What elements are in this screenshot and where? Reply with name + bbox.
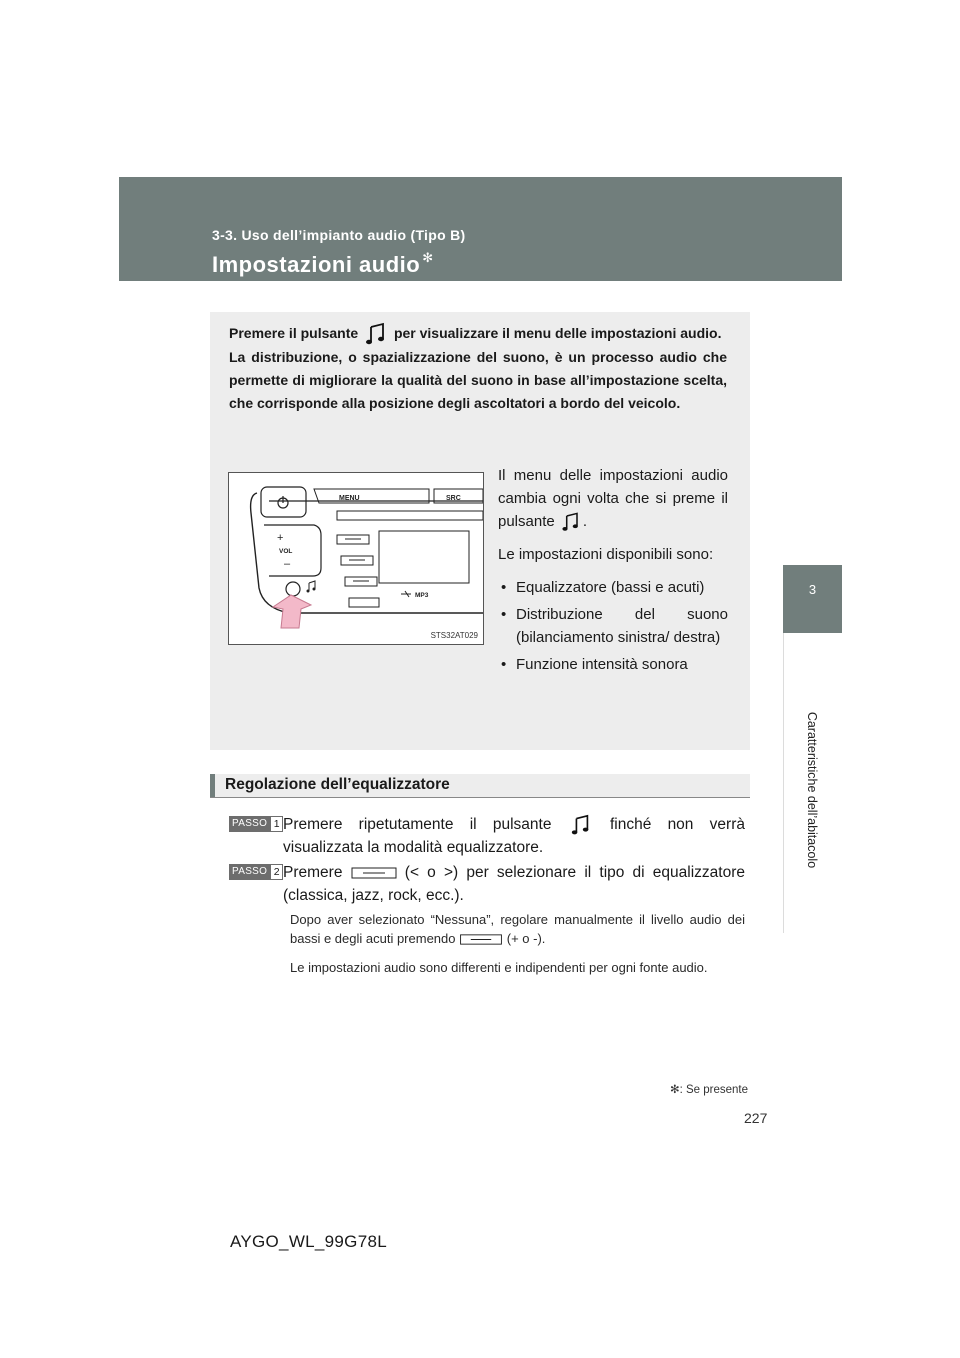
step-text-part2: finché non verrà visualizzata la modalità equalizzatore. bbox=[283, 816, 745, 856]
manual-code: AYGO_WL_99G78L bbox=[230, 1232, 387, 1251]
settings-cycle-text bbox=[498, 464, 728, 533]
music-note-icon bbox=[568, 814, 594, 836]
vol-label: VOL bbox=[279, 548, 293, 555]
note-manual-adjust bbox=[290, 910, 745, 948]
note-independent-settings: Le impostazioni audio sono differenti e indipendenti per ogni fonte audio. bbox=[290, 960, 708, 975]
chapter-title: Caratteristiche dell’abitacolo bbox=[805, 711, 819, 869]
footnote bbox=[670, 1082, 748, 1096]
chapter-number: 3 bbox=[808, 582, 817, 597]
vol-plus: + bbox=[277, 532, 284, 544]
step-badge bbox=[229, 864, 283, 880]
step-text bbox=[283, 813, 745, 859]
intro-text-part1: Premere il pulsante bbox=[229, 325, 359, 341]
intro-text bbox=[229, 322, 727, 415]
subsection-underline bbox=[210, 797, 750, 798]
step-badge-number: 2 bbox=[270, 864, 283, 880]
cycle-text-part2: . bbox=[582, 513, 588, 530]
music-note-icon bbox=[559, 511, 583, 533]
settings-description bbox=[498, 464, 728, 680]
page-number: 227 bbox=[744, 1110, 768, 1126]
music-note-small-icon bbox=[307, 581, 316, 593]
available-settings-text: Le impostazioni disponibili sono: bbox=[498, 546, 714, 564]
settings-list bbox=[498, 576, 728, 676]
step-text-part1: Premere bbox=[283, 864, 343, 881]
footnote-mark: ✻ bbox=[669, 1084, 680, 1096]
page-title-text: Impostazioni audio bbox=[212, 252, 421, 277]
mp3-label: MP3 bbox=[415, 592, 429, 599]
intro-paragraph-2: La distribuzione, o spazializzazione del suono, è un processo audio che permette di migliorare la qualità del suono in base all’impostazione scelta, che corrisponde alla posizione degli ascoltatori a bordo del veicolo. bbox=[229, 349, 727, 412]
music-note-icon bbox=[362, 322, 390, 346]
src-label: SRC bbox=[446, 495, 461, 502]
step-badge-number: 1 bbox=[270, 816, 283, 832]
list-item: • Distribuzione del suono (bilanciamento sinistra/ destra) bbox=[498, 603, 728, 649]
figure-id: STS32AT029 bbox=[430, 631, 478, 640]
audio-unit-figure bbox=[228, 472, 484, 645]
subsection-title: Regolazione dell’equalizzatore bbox=[225, 776, 450, 793]
step-text-part1: Premere ripetutamente il pulsante bbox=[283, 816, 552, 833]
intro-text-part2: per visualizzare il menu delle impostazioni audio. bbox=[393, 325, 722, 341]
footnote-text: : Se presente bbox=[679, 1084, 748, 1096]
audio-unit-drawing bbox=[229, 473, 483, 644]
chapter-tab bbox=[783, 565, 842, 633]
vol-minus: – bbox=[284, 558, 291, 570]
section-label: 3-3. Uso dell’impianto audio (Tipo B) bbox=[212, 227, 466, 243]
page-title bbox=[212, 250, 434, 278]
step-2 bbox=[229, 861, 745, 907]
step-text bbox=[283, 861, 745, 907]
list-item: • Funzione intensità sonora bbox=[498, 653, 728, 676]
step-badge-word: PASSO bbox=[229, 864, 270, 880]
step-text-part2: (< o >) per selezionare il tipo di equalizzatore (classica, jazz, rock, ecc.). bbox=[283, 864, 745, 904]
step-badge-word: PASSO bbox=[229, 816, 270, 832]
preset-button-icon bbox=[351, 866, 397, 880]
preset-button-icon bbox=[459, 933, 503, 946]
step-1 bbox=[229, 813, 745, 859]
step-badge bbox=[229, 816, 283, 832]
note-text-part1: Dopo aver selezionato “Nessuna”, regolare manualmente il livello audio dei bassi e degli acuti premendo bbox=[290, 912, 745, 946]
note-text-part2: (+ o -). bbox=[506, 931, 546, 946]
intro-paragraph-1 bbox=[229, 322, 727, 346]
list-item: • Equalizzatore (bassi e acuti) bbox=[498, 576, 728, 599]
menu-label: MENU bbox=[339, 495, 360, 502]
cycle-text-part1: Il menu delle impostazioni audio cambia ogni volta che si preme il pulsante bbox=[498, 467, 728, 530]
optional-mark: ✻ bbox=[422, 250, 434, 265]
